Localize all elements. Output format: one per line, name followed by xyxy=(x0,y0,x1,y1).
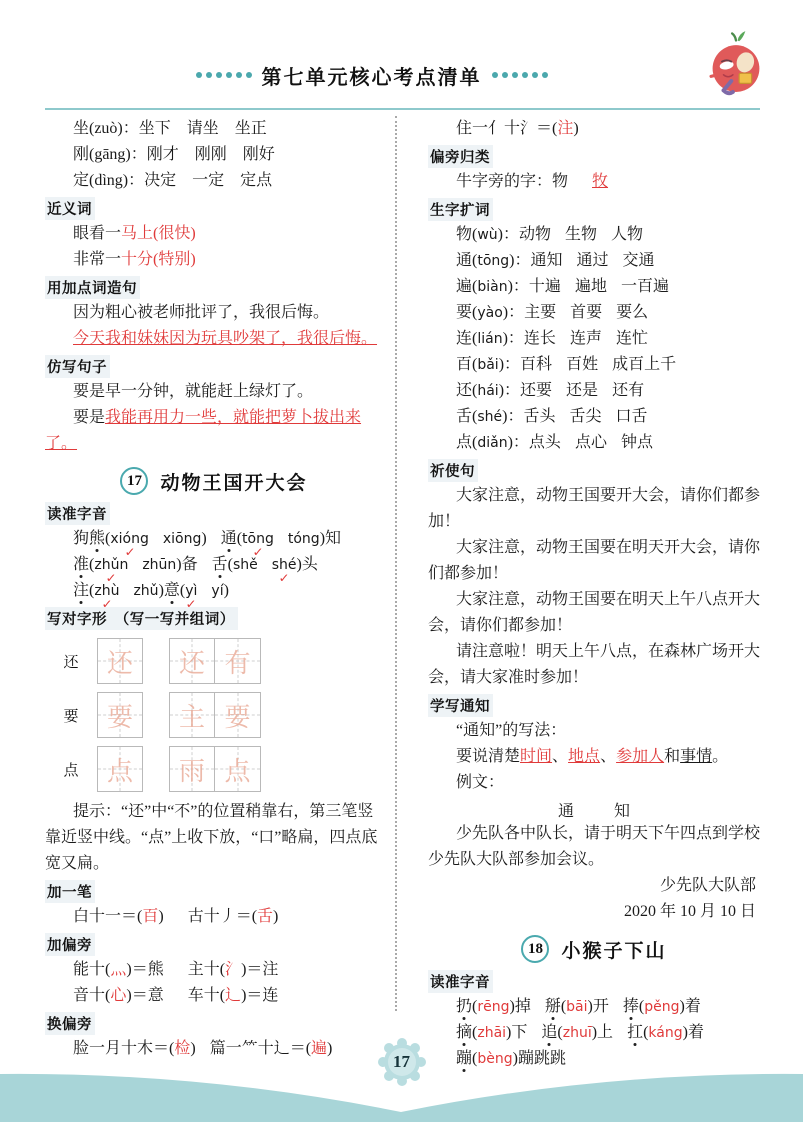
content-columns xyxy=(45,116,761,1067)
vocab-entry: 通(tōng)：通知 通过 交通 xyxy=(456,252,655,269)
add-radical-expression: 主十( xyxy=(187,961,226,978)
imperative-sentence: 请注意啦！明天上午八点，在森林广场开大会，请大家准时参加！ xyxy=(428,643,761,686)
right-column xyxy=(410,116,761,1067)
paren: ) xyxy=(158,908,164,925)
add-radical-result: )＝注 xyxy=(241,961,279,978)
lesson-title-17 xyxy=(45,467,383,495)
add-stroke-answer: 百 xyxy=(142,908,159,925)
radical-group-answer: 牧 xyxy=(592,173,609,190)
notice-rule-prefix: 要说清楚 xyxy=(456,748,521,765)
vocab-entry: 遍(biàn)：十遍 遍地 一百遍 xyxy=(456,278,669,295)
apple-mascot-icon xyxy=(697,28,775,106)
imitate-answer: 我能再用力一些，就能把萝卜拔出来了。 xyxy=(45,409,362,452)
pinyin-choice-line: 狗熊(xióng ✓ xiōng) 通(tōng ✓ tóng)知 xyxy=(45,526,383,552)
synonym-answer: 马上(很快) xyxy=(121,225,196,242)
writing-tip: 提示：“还”中“不”的位置稍靠右，第三笔竖靠近竖中线。“点”上收下放，“口”略扁，四点底宽又扁。 xyxy=(45,803,378,872)
notice-rule-join: 和 xyxy=(664,748,681,765)
notice-rule-item: 事情 xyxy=(680,748,713,765)
lesson-number-badge: 17 xyxy=(120,467,148,495)
practice-word-cells xyxy=(169,638,261,684)
section-heading-vocabulary: 生字扩词 xyxy=(428,198,493,221)
notice-sample-signer: 少先队大队部 xyxy=(659,877,756,894)
pinyin-choice-line: 准(zhǔn ✓ zhūn)备 舌(shě shé ✓)头 xyxy=(45,552,383,578)
add-radical-expression: 音十( xyxy=(73,987,111,1004)
lesson-title-18 xyxy=(428,935,760,963)
practice-word-cells xyxy=(169,746,261,792)
column-divider xyxy=(395,116,410,1011)
vocab-entry: 舌(shé)：舌头 舌尖 口舌 xyxy=(456,408,648,425)
add-radical-result: )＝意 xyxy=(126,987,164,1004)
practice-cell[interactable]: 还 xyxy=(169,638,215,684)
vocab-entry: 要(yào)：主要 首要 要么 xyxy=(456,304,649,321)
notice-rule-item: 参加人 xyxy=(616,748,665,765)
paren: ) xyxy=(273,908,279,925)
pinyin-line: 摘(zhāi)下 追(zhuī)上 扛(káng)着 xyxy=(456,1024,704,1041)
section-heading-add-stroke: 加一笔 xyxy=(45,880,95,903)
practice-row-label: 点 xyxy=(63,762,79,779)
paren: ) xyxy=(573,120,579,137)
add-stroke-row xyxy=(45,904,383,930)
header-divider-rule xyxy=(45,108,760,110)
add-radical-result: )＝连 xyxy=(241,987,279,1004)
section-heading-add-radical: 加偏旁 xyxy=(45,933,95,956)
section-heading-synonyms: 近义词 xyxy=(45,197,95,220)
add-radical-answer: 心 xyxy=(110,987,127,1004)
synonym-source: 非常一 xyxy=(73,251,122,268)
duoyin-line: 坐(zuò)：坐下 请坐 坐正 xyxy=(73,120,267,137)
notice-rule-end: 。 xyxy=(712,748,729,765)
section-heading-pinyin-17: 读准字音 xyxy=(45,502,110,525)
sentence-answer: 今天我和妹妹因为玩具吵架了，我很后悔。 xyxy=(73,330,378,347)
add-radical-answer: 辶 xyxy=(225,987,242,1004)
header-dots-right xyxy=(492,72,548,78)
change-radical-expression: 住一亻十氵＝( xyxy=(456,120,558,137)
change-radical-expression: 篇一⺮十辶＝( xyxy=(209,1040,312,1057)
character-practice-grid xyxy=(45,637,383,793)
page-title: 第七单元核心考点清单 xyxy=(261,66,482,89)
change-radical-answer: 注 xyxy=(557,120,574,137)
change-radical-answer: 检 xyxy=(174,1040,191,1057)
add-radical-row xyxy=(45,957,383,983)
page-footer xyxy=(0,1042,803,1122)
practice-cell[interactable]: 点 xyxy=(215,746,261,792)
imitate-example: 要是早一分钟，就能赶上绿灯了。 xyxy=(73,383,314,400)
synonym-source: 眼看一 xyxy=(73,225,122,242)
notice-rule-item: 时间 xyxy=(520,748,553,765)
notice-sample-label: 例文： xyxy=(456,774,505,791)
section-heading-imperative: 祈使句 xyxy=(428,459,478,482)
imitate-answer-prefix: 要是 xyxy=(73,409,106,426)
notice-sample-title: 通 知 xyxy=(557,803,642,820)
section-heading-pinyin-18: 读准字音 xyxy=(428,970,493,993)
notice-intro: “通知”的写法： xyxy=(456,722,567,739)
practice-row xyxy=(45,637,383,685)
practice-cell[interactable]: 主 xyxy=(169,692,215,738)
change-radical-answer: 遍 xyxy=(311,1040,328,1057)
add-radical-result: )＝熊 xyxy=(126,961,164,978)
section-heading-radical-group: 偏旁归类 xyxy=(428,145,493,168)
imperative-sentence: 大家注意，动物王国要在明天上午八点开大会，请你们都参加！ xyxy=(428,591,761,634)
page-number-badge xyxy=(378,1038,426,1086)
section-heading-write-notice: 学写通知 xyxy=(428,694,493,717)
section-heading-imitate-sentence: 仿写句子 xyxy=(45,355,110,378)
imperative-sentence: 大家注意，动物王国要在明天开大会，请你们都参加！ xyxy=(428,539,761,582)
practice-cell[interactable]: 有 xyxy=(215,638,261,684)
left-column xyxy=(45,116,395,1057)
practice-row-label: 还 xyxy=(63,654,79,671)
page-header xyxy=(0,52,803,98)
lesson-name: 动物王国开大会 xyxy=(160,472,308,494)
lesson-name: 小猴子下山 xyxy=(561,940,667,962)
imperative-sentence: 大家注意，动物王国要开大会，请你们都参加！ xyxy=(428,487,761,530)
paren: ) xyxy=(190,1040,196,1057)
add-radical-expression: 能十( xyxy=(73,961,111,978)
sentence-example: 因为粗心被老师批评了，我很后悔。 xyxy=(73,304,330,321)
synonym-answer: 十分(特别) xyxy=(121,251,196,268)
section-heading-write-characters: 写对字形 （写一写并组词） xyxy=(45,607,238,630)
notice-rule-item: 地点 xyxy=(568,748,601,765)
change-radical-expression: 脸一月十木＝( xyxy=(73,1040,175,1057)
vocab-entry: 物(wù)：动物 生物 人物 xyxy=(456,226,644,243)
practice-cell[interactable]: 还 xyxy=(97,638,143,684)
duoyin-line: 刚(gāng)：刚才 刚刚 刚好 xyxy=(73,146,275,163)
add-radical-answer: 氵 xyxy=(225,961,242,978)
notice-sample-body: 少先队各中队长，请于明天下午四点到学校少先队大队部参加会议。 xyxy=(428,825,761,868)
synonym-row xyxy=(45,247,383,273)
practice-cell[interactable]: 要 xyxy=(97,692,143,738)
vocab-entry: 点(diǎn)：点头 点心 钟点 xyxy=(456,434,653,451)
add-radical-expression: 车十( xyxy=(187,987,226,1004)
practice-word-cells xyxy=(169,692,261,738)
page-number: 17 xyxy=(393,1052,410,1071)
imitate-answer-row xyxy=(45,405,383,457)
section-heading-change-radical: 换偏旁 xyxy=(45,1012,95,1035)
practice-cell[interactable]: 点 xyxy=(97,746,143,792)
duoyin-line: 定(dìng)：决定 一定 定点 xyxy=(73,172,273,189)
add-stroke-expression: 白十一＝( xyxy=(73,908,143,925)
paren: ) xyxy=(327,1040,333,1057)
practice-row xyxy=(45,745,383,793)
practice-row xyxy=(45,691,383,739)
practice-row-label: 要 xyxy=(63,708,79,725)
vocab-entry: 还(hái)：还要 还是 还有 xyxy=(456,382,645,399)
add-stroke-answer: 舌 xyxy=(257,908,274,925)
radical-group-prompt: 牛字旁的字：物 xyxy=(456,173,569,190)
practice-cell[interactable]: 要 xyxy=(215,692,261,738)
add-radical-answer: 灬 xyxy=(110,961,127,978)
vocab-entry: 百(bǎi)：百科 百姓 成百上千 xyxy=(456,356,677,373)
pinyin-line: 蹦(bèng)蹦跳跳 xyxy=(456,1050,566,1067)
add-stroke-expression: 古十丿＝( xyxy=(187,908,258,925)
add-radical-row xyxy=(45,983,383,1009)
vocab-entry: 连(lián)：连长 连声 连忙 xyxy=(456,330,648,347)
header-dots-left xyxy=(196,72,252,78)
notice-rule: 要说清楚时间、地点、参加人和事情。 xyxy=(456,748,729,765)
synonym-row xyxy=(45,221,383,247)
radical-group-row xyxy=(428,169,760,195)
pinyin-line: 扔(rēng)掉 掰(bāi)开 捧(pěng)着 xyxy=(456,998,701,1015)
notice-sample-date: 2020 年 10 月 10 日 xyxy=(623,903,756,920)
pinyin-choice-line: 注(zhù ✓ zhǔ)意(yì ✓ yí) xyxy=(45,578,383,604)
practice-cell[interactable]: 雨 xyxy=(169,746,215,792)
change-radical-row-continued xyxy=(428,116,760,142)
lesson-number-badge: 18 xyxy=(521,935,549,963)
section-heading-make-sentence: 用加点词造句 xyxy=(45,276,140,299)
